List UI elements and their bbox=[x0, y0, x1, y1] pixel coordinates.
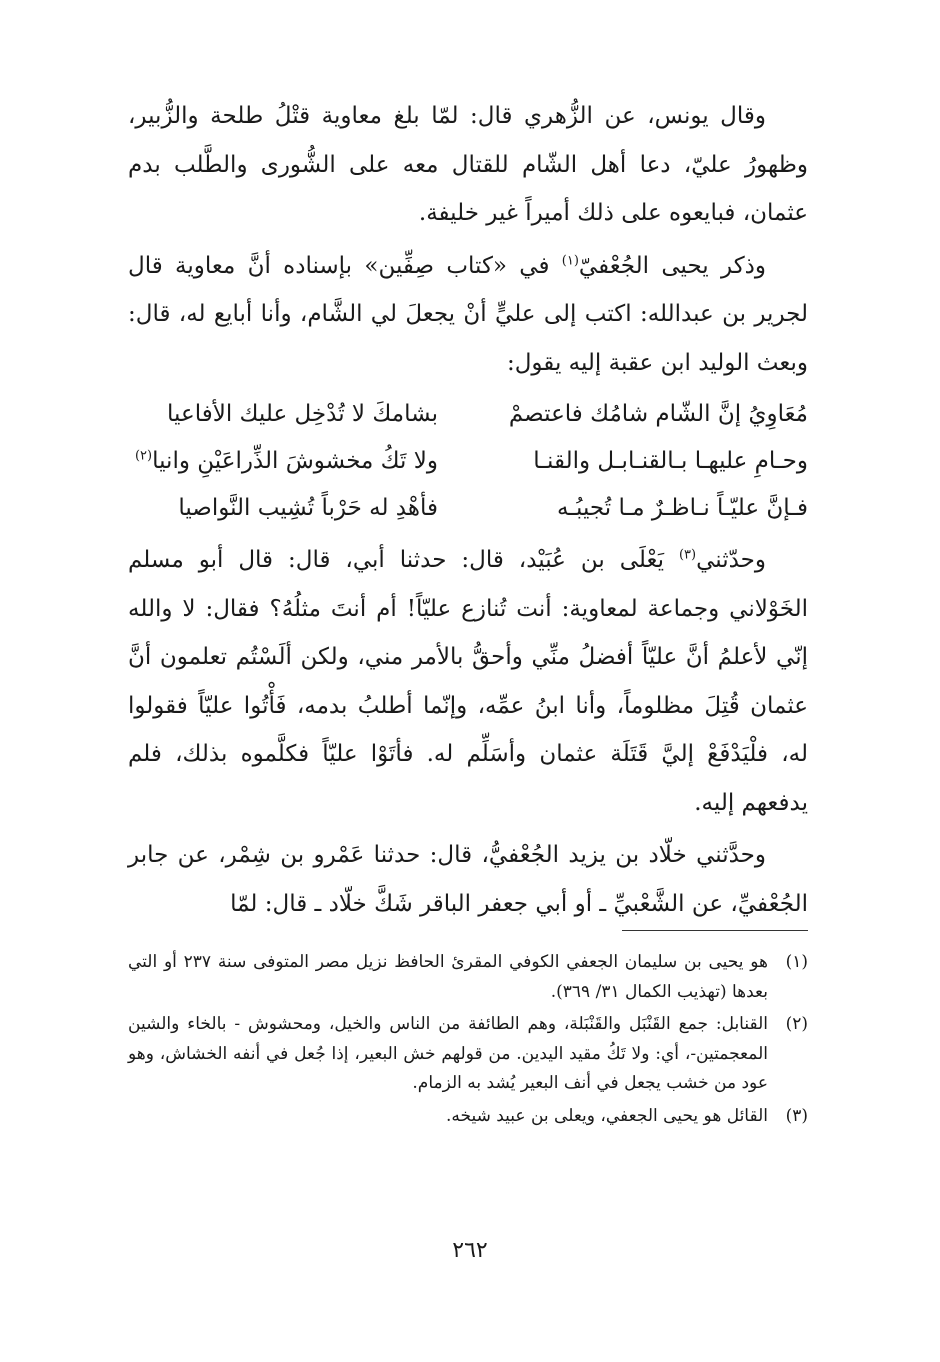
paragraph-2 bbox=[128, 242, 808, 388]
poem bbox=[128, 391, 808, 532]
verse-second-hemistich bbox=[128, 485, 438, 532]
verse-second-hemistich bbox=[128, 391, 438, 438]
footnote-ref-2: (٢) bbox=[134, 448, 153, 464]
hemistich-text: فأهْدِ له حَرْباً تُشِيب النَّواصيا bbox=[178, 495, 438, 521]
verse-first-hemistich: مُعَاوِيُ إنَّ الشّام شامُك فاعتصمْ bbox=[508, 401, 808, 427]
paragraph-3 bbox=[128, 536, 808, 827]
footnote-number: (٣) bbox=[785, 1105, 808, 1126]
verse-second-hemistich bbox=[128, 438, 438, 485]
paragraph-1: وقال يونس، عن الزُّهري قال: لمّا بلغ معاوية قتْلُ طلحة والزُّبير، وظهورُ عليّ، دعا أهل الشّام للقتال معه على الشُّورى والطَّلب بدم عثمان، فبايعوه على ذلك أميراً غير خليفة. bbox=[128, 103, 808, 226]
footnote-number: (٢) bbox=[785, 1014, 808, 1034]
paragraph-3-rest: يَعْلَى بن عُبَيْد، قال: حدثنا أبي، قال: قال أبو مسلم الخَوْلاني وجماعة لمعاوية: أنت تُنازع عليّاً! أم أنتَ مثلُهُ؟ فقال: لا والله إنّي لأعلمُ أنَّ عليّاً أفضلُ منِّي وأحقُّ بالأمر مني، ولكن ألَسْتُم تعلمون أنَّ عثمان قُتِلَ مظلوماً، وأنا ابنُ عمِّه، وإنّما أطلبُ بدمه، فَأْتُوا عليّاً فقولوا له، فلْيَدْفَعْ إليَّ قَتَلَة عثمان وأسَلِّم له. فأتَوْا عليّاً فكلَّموه بذلك، فلم يدفعهم إليه. bbox=[128, 547, 808, 816]
footnote-text: القنابل: جمع القَنْبَل والقَنْبَلة، وهم الطائفة من الناس والخيل، ومحشوش - بالخاء والشين المعجمتين-، أي: ولا تَكُ مقيد اليدين. من قولهم خش البعير، إذا جُعل في أنفه الخشاش، وهو عود من خشب يجعل في أنف البعير يُشد به الزمام. bbox=[128, 1014, 768, 1093]
footnote-ref-3: (٣) bbox=[678, 547, 697, 563]
verse-first-hemistich: فـإنَّ عليّـاً نـاظـرٌ مـا تُجيبُـه bbox=[556, 495, 808, 521]
poem-verse bbox=[128, 438, 808, 485]
footnote-text: القائل هو يحيى الجعفي، ويعلى بن عبيد شيخه. bbox=[445, 1105, 768, 1126]
poem-verse bbox=[128, 391, 808, 438]
paragraph-4: وحدَّثني خلّاد بن يزيد الجُعْفيُّ، قال: حدثنا عَمْرو بن شِمْر، عن جابر الجُعْفيِّ، عن الشَّعْبيِّ ـ أو أبي جعفر الباقر شَكَّ خلّاد ـ قال: لمّا bbox=[128, 842, 808, 917]
footnote-number: (١) bbox=[785, 952, 808, 972]
paragraph-2-rest: في «كتاب صِفِّين» بإسناده أنَّ معاوية قال لجرير بن عبدالله: اكتب إلى عليٍّ أنْ يجعلَ لي الشَّام، وأنا أبايع له، قال: وبعث الوليد ابن عقبة إليه يقول: bbox=[128, 252, 808, 376]
footnote-ref-1: (١) bbox=[561, 252, 579, 268]
hemistich-text: بشامكَ لا تُدْخِل عليك الأفاعيا bbox=[167, 401, 438, 427]
footnote-separator bbox=[622, 930, 808, 931]
page-number: ٢٦٢ bbox=[452, 1238, 488, 1263]
paragraph-3-start: وحدّثني bbox=[696, 547, 766, 573]
paragraph-2-start: وذكر يحيى الجُعْفيّ bbox=[578, 252, 767, 279]
poem-verse bbox=[128, 485, 808, 532]
footnote bbox=[128, 1010, 808, 1099]
footnotes bbox=[128, 948, 808, 1134]
hemistich-text: ولا تَكُ مخشوشَ الذِّراعَيْنِ وانيا bbox=[152, 448, 438, 474]
main-text bbox=[128, 92, 808, 932]
footnote bbox=[128, 948, 808, 1007]
verse-first-hemistich: وحـامِ عليهـا بـالقنـابـل والقنـا bbox=[533, 448, 808, 474]
footnote bbox=[128, 1102, 808, 1132]
footnote-text: هو يحيى بن سليمان الجعفي الكوفي المقرئ الحافظ نزيل مصر المتوفى سنة ٢٣٧ أو التي بعدها (تهذيب الكمال ٣١/ ٣٦٩). bbox=[128, 952, 768, 1002]
